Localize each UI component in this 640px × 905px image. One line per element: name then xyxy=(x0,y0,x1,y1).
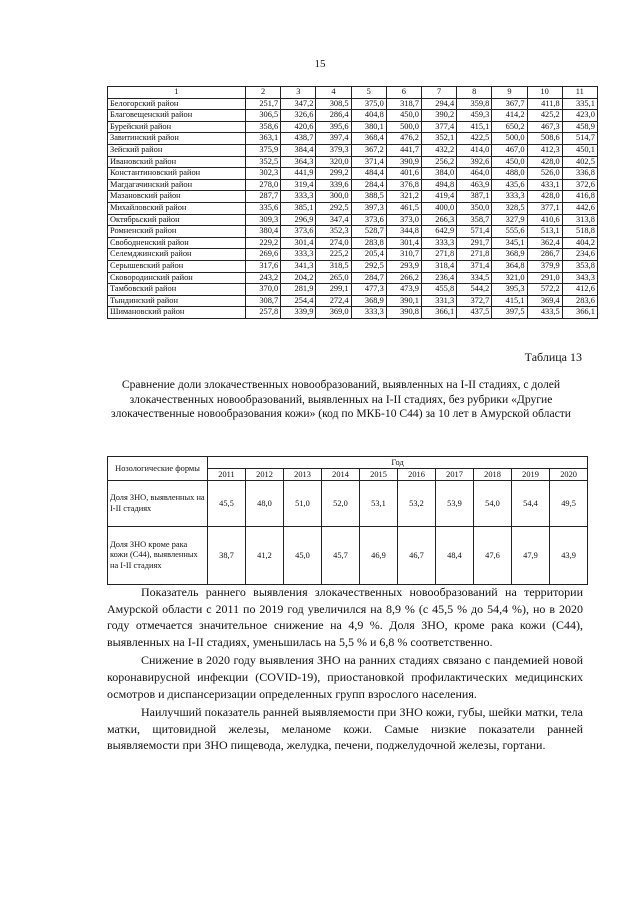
column-header: 8 xyxy=(457,87,492,99)
rate-value: 334,5 xyxy=(457,272,492,284)
rate-value: 350,0 xyxy=(457,202,492,214)
rate-value: 359,8 xyxy=(457,98,492,110)
table-row xyxy=(108,272,598,284)
early-detection-table xyxy=(107,456,588,585)
rate-value: 333,3 xyxy=(421,237,456,249)
rate-value: 494,8 xyxy=(421,179,456,191)
year-header: 2013 xyxy=(284,469,322,481)
table-header-row xyxy=(108,87,598,99)
rate-value: 414,0 xyxy=(457,144,492,156)
district-name: Октябрьский район xyxy=(108,214,246,226)
table-row xyxy=(108,481,588,527)
paragraph: Наилучший показатель ранней выявляемости при ЗНО кожи, губы, шейки матки, тела матки, щитовидной железы, меланоме кожи. Самые низкие показатели ранней выявляемости при ЗНО пищевода, желудка, печени, поджелудочной железы, гортани. xyxy=(107,705,583,753)
rate-value: 377,4 xyxy=(421,121,456,133)
share-value: 46,9 xyxy=(360,527,398,585)
rate-value: 296,9 xyxy=(281,214,316,226)
rate-value: 412,3 xyxy=(527,144,562,156)
paragraph: Показатель раннего выявления злокачественных новообразований на территории Амурской области с 2011 по 2019 год увеличился на 8,9 % (с 45,5 % до 54,4 %), но в 2020 году отмечается значительное снижение на 4,9 %. Доля ЗНО, кроме рака кожи (С44), выявленных на I-II стадиях, уменьшилась на 5,5 % и 6,8 % соответственно. xyxy=(107,585,583,649)
rate-value: 395,3 xyxy=(492,284,527,296)
rate-value: 411,8 xyxy=(527,98,562,110)
rate-value: 390,9 xyxy=(386,156,421,168)
share-value: 45,0 xyxy=(284,527,322,585)
share-value: 54,4 xyxy=(512,481,550,527)
rate-value: 205,4 xyxy=(351,249,386,261)
table-row xyxy=(108,307,598,319)
rate-value: 433,5 xyxy=(527,307,562,319)
year-header: 2015 xyxy=(360,469,398,481)
district-name: Зейский район xyxy=(108,144,246,156)
rate-value: 415,1 xyxy=(492,295,527,307)
rate-value: 432,2 xyxy=(421,144,456,156)
district-name: Михайловский район xyxy=(108,202,246,214)
rate-value: 335,1 xyxy=(562,98,597,110)
year-header: 2012 xyxy=(246,469,284,481)
rate-value: 204,2 xyxy=(281,272,316,284)
column-header: 4 xyxy=(316,87,351,99)
rate-value: 269,6 xyxy=(246,249,281,261)
rate-value: 410,6 xyxy=(527,214,562,226)
rate-value: 402,5 xyxy=(562,156,597,168)
rate-value: 379,3 xyxy=(316,144,351,156)
header-year: Год xyxy=(208,457,588,469)
table-row xyxy=(108,284,598,296)
rate-value: 366,1 xyxy=(562,307,597,319)
year-header: 2016 xyxy=(398,469,436,481)
table-row xyxy=(108,168,598,180)
rate-value: 265,0 xyxy=(316,272,351,284)
rate-value: 368,9 xyxy=(492,249,527,261)
rate-value: 450,0 xyxy=(492,156,527,168)
rate-value: 333,3 xyxy=(492,191,527,203)
rate-value: 419,4 xyxy=(421,191,456,203)
rate-value: 266,2 xyxy=(386,272,421,284)
district-name: Завитинский район xyxy=(108,133,246,145)
table-row xyxy=(108,237,598,249)
rate-value: 320,0 xyxy=(316,156,351,168)
table-row xyxy=(108,249,598,261)
rate-value: 300,0 xyxy=(316,191,351,203)
rate-value: 317,6 xyxy=(246,260,281,272)
rate-value: 461,5 xyxy=(386,202,421,214)
rate-value: 526,0 xyxy=(527,168,562,180)
rate-value: 291,0 xyxy=(527,272,562,284)
share-value: 54,0 xyxy=(474,481,512,527)
district-name: Тындинский район xyxy=(108,295,246,307)
district-name: Бурейский район xyxy=(108,121,246,133)
rate-value: 488,0 xyxy=(492,168,527,180)
rate-value: 371,4 xyxy=(351,156,386,168)
rate-value: 385,1 xyxy=(281,202,316,214)
rate-value: 428,0 xyxy=(527,191,562,203)
rate-value: 463,9 xyxy=(457,179,492,191)
rate-value: 321,2 xyxy=(386,191,421,203)
rate-value: 281,9 xyxy=(281,284,316,296)
rate-value: 291,7 xyxy=(457,237,492,249)
table-row xyxy=(108,144,598,156)
rate-value: 328,5 xyxy=(492,202,527,214)
rate-value: 335,6 xyxy=(246,202,281,214)
rate-value: 373,0 xyxy=(386,214,421,226)
rate-value: 433,1 xyxy=(527,179,562,191)
table-row xyxy=(108,179,598,191)
rate-value: 363,1 xyxy=(246,133,281,145)
rate-value: 333,3 xyxy=(281,249,316,261)
table-row xyxy=(108,133,598,145)
table-row xyxy=(108,121,598,133)
column-header: 9 xyxy=(492,87,527,99)
share-value: 51,0 xyxy=(284,481,322,527)
rate-value: 416,8 xyxy=(562,191,597,203)
rate-value: 401,6 xyxy=(386,168,421,180)
rate-value: 467,3 xyxy=(527,121,562,133)
rate-value: 458,9 xyxy=(562,121,597,133)
rate-value: 380,1 xyxy=(351,121,386,133)
rate-value: 370,0 xyxy=(246,284,281,296)
rate-value: 367,7 xyxy=(492,98,527,110)
share-value: 53,2 xyxy=(398,481,436,527)
rate-value: 371,4 xyxy=(457,260,492,272)
rate-value: 425,2 xyxy=(527,110,562,122)
rate-value: 377,1 xyxy=(527,202,562,214)
rate-value: 321,0 xyxy=(492,272,527,284)
district-name: Селемджинский район xyxy=(108,249,246,261)
share-value: 53,9 xyxy=(436,481,474,527)
paragraph: Снижение в 2020 году выявления ЗНО на ранних стадиях связано с пандемией новой коронавирусной инфекции (COVID-19), приостановкой профилактических медицинских осмотров и диспансеризации определенных групп взрослого населения. xyxy=(107,653,583,701)
share-value: 46,7 xyxy=(398,527,436,585)
rate-value: 287,7 xyxy=(246,191,281,203)
rate-value: 333,3 xyxy=(281,191,316,203)
district-name: Тамбовский район xyxy=(108,284,246,296)
rate-value: 459,3 xyxy=(457,110,492,122)
column-header: 6 xyxy=(386,87,421,99)
row-label: Доля ЗНО, выявленных на I-II стадиях xyxy=(108,481,208,527)
rate-value: 352,3 xyxy=(316,226,351,238)
table-row xyxy=(108,214,598,226)
district-rates-table xyxy=(107,86,598,319)
rate-value: 372,7 xyxy=(457,295,492,307)
rate-value: 243,2 xyxy=(246,272,281,284)
share-value: 49,5 xyxy=(550,481,588,527)
rate-value: 256,2 xyxy=(421,156,456,168)
rate-value: 292,5 xyxy=(351,260,386,272)
table-title: Сравнение доли злокачественных новообразований, выявленных на I-II стадиях, с долей злокачественных новообразований, выявленных на I-II стадиях, без рубрики «Другие злокачественные новообразования кожи» (код по МКБ-10 С44) за 10 лет в Амурской области xyxy=(110,378,572,420)
rate-value: 392,6 xyxy=(457,156,492,168)
rate-value: 347,2 xyxy=(281,98,316,110)
rate-value: 306,5 xyxy=(246,110,281,122)
rate-value: 441,9 xyxy=(281,168,316,180)
rate-value: 438,7 xyxy=(281,133,316,145)
rate-value: 343,3 xyxy=(562,272,597,284)
rate-value: 423,0 xyxy=(562,110,597,122)
table-row xyxy=(108,98,598,110)
rate-value: 372,6 xyxy=(562,179,597,191)
rate-value: 278,0 xyxy=(246,179,281,191)
rate-value: 364,8 xyxy=(492,260,527,272)
year-header: 2019 xyxy=(512,469,550,481)
table-header-row xyxy=(108,457,588,469)
rate-value: 380,4 xyxy=(246,226,281,238)
rate-value: 422,5 xyxy=(457,133,492,145)
rate-value: 364,3 xyxy=(281,156,316,168)
rate-value: 572,2 xyxy=(527,284,562,296)
rate-value: 352,5 xyxy=(246,156,281,168)
rate-value: 441,7 xyxy=(386,144,421,156)
rate-value: 336,8 xyxy=(562,168,597,180)
rate-value: 271,8 xyxy=(457,249,492,261)
rate-value: 283,6 xyxy=(562,295,597,307)
year-header: 2011 xyxy=(208,469,246,481)
table-row xyxy=(108,260,598,272)
rate-value: 345,1 xyxy=(492,237,527,249)
rate-value: 571,4 xyxy=(457,226,492,238)
rate-value: 428,0 xyxy=(527,156,562,168)
rate-value: 455,8 xyxy=(421,284,456,296)
rate-value: 368,4 xyxy=(351,133,386,145)
share-value: 48,4 xyxy=(436,527,474,585)
rate-value: 400,0 xyxy=(421,202,456,214)
rate-value: 500,0 xyxy=(386,121,421,133)
rate-value: 450,0 xyxy=(386,110,421,122)
share-value: 52,0 xyxy=(322,481,360,527)
rate-value: 513,1 xyxy=(527,226,562,238)
rate-value: 331,3 xyxy=(421,295,456,307)
district-name: Сковородинский район xyxy=(108,272,246,284)
column-header: 7 xyxy=(421,87,456,99)
rate-value: 437,5 xyxy=(457,307,492,319)
rate-value: 347,4 xyxy=(316,214,351,226)
rate-value: 518,8 xyxy=(562,226,597,238)
rate-value: 362,4 xyxy=(527,237,562,249)
rate-value: 339,6 xyxy=(316,179,351,191)
table-row xyxy=(108,295,598,307)
rate-value: 318,7 xyxy=(386,98,421,110)
rate-value: 420,6 xyxy=(281,121,316,133)
rate-value: 642,9 xyxy=(421,226,456,238)
rate-value: 484,4 xyxy=(351,168,386,180)
rate-value: 373,6 xyxy=(281,226,316,238)
rate-value: 341,3 xyxy=(281,260,316,272)
share-value: 41,2 xyxy=(246,527,284,585)
rate-value: 477,3 xyxy=(351,284,386,296)
rate-value: 313,8 xyxy=(562,214,597,226)
rate-value: 412,6 xyxy=(562,284,597,296)
table-row xyxy=(108,527,588,585)
share-value: 43,9 xyxy=(550,527,588,585)
district-name: Константиновский район xyxy=(108,168,246,180)
district-name: Белогорский район xyxy=(108,98,246,110)
rate-value: 302,3 xyxy=(246,168,281,180)
rate-value: 442,6 xyxy=(562,202,597,214)
rate-value: 395,6 xyxy=(316,121,351,133)
rate-value: 283,8 xyxy=(351,237,386,249)
rate-value: 367,2 xyxy=(351,144,386,156)
rate-value: 390,1 xyxy=(386,295,421,307)
share-value: 45,5 xyxy=(208,481,246,527)
district-name: Магдагачинский район xyxy=(108,179,246,191)
rate-value: 339,9 xyxy=(281,307,316,319)
table-row xyxy=(108,226,598,238)
rate-value: 544,2 xyxy=(457,284,492,296)
rate-value: 397,4 xyxy=(316,133,351,145)
rate-value: 366,1 xyxy=(421,307,456,319)
rate-value: 508,6 xyxy=(527,133,562,145)
rate-value: 397,5 xyxy=(492,307,527,319)
rate-value: 286,4 xyxy=(316,110,351,122)
district-name: Серышевский район xyxy=(108,260,246,272)
rate-value: 514,7 xyxy=(562,133,597,145)
table-row xyxy=(108,191,598,203)
district-name: Шимановский район xyxy=(108,307,246,319)
rate-value: 369,0 xyxy=(316,307,351,319)
rate-value: 555,6 xyxy=(492,226,527,238)
column-header: 1 xyxy=(108,87,246,99)
rate-value: 390,8 xyxy=(386,307,421,319)
rate-value: 284,7 xyxy=(351,272,386,284)
rate-value: 299,1 xyxy=(316,284,351,296)
rate-value: 310,7 xyxy=(386,249,421,261)
rate-value: 299,2 xyxy=(316,168,351,180)
rate-value: 358,7 xyxy=(457,214,492,226)
rate-value: 435,6 xyxy=(492,179,527,191)
rate-value: 373,6 xyxy=(351,214,386,226)
page-number: 15 xyxy=(314,58,326,70)
rate-value: 327,9 xyxy=(492,214,527,226)
rate-value: 500,0 xyxy=(492,133,527,145)
rate-value: 358,6 xyxy=(246,121,281,133)
rate-value: 293,9 xyxy=(386,260,421,272)
district-name: Ивановский район xyxy=(108,156,246,168)
rate-value: 266,3 xyxy=(421,214,456,226)
column-header: 10 xyxy=(527,87,562,99)
rate-value: 271,8 xyxy=(421,249,456,261)
table-row xyxy=(108,156,598,168)
share-value: 47,6 xyxy=(474,527,512,585)
share-value: 47,9 xyxy=(512,527,550,585)
rate-value: 318,4 xyxy=(421,260,456,272)
year-header: 2017 xyxy=(436,469,474,481)
year-header: 2018 xyxy=(474,469,512,481)
rate-value: 368,9 xyxy=(351,295,386,307)
share-value: 48,0 xyxy=(246,481,284,527)
rate-value: 344,8 xyxy=(386,226,421,238)
rate-value: 318,5 xyxy=(316,260,351,272)
body-text xyxy=(107,584,583,756)
column-header: 2 xyxy=(246,87,281,99)
column-header: 11 xyxy=(562,87,597,99)
rate-value: 236,4 xyxy=(421,272,456,284)
column-header: 3 xyxy=(281,87,316,99)
table-row xyxy=(108,110,598,122)
rate-value: 308,7 xyxy=(246,295,281,307)
column-header: 5 xyxy=(351,87,386,99)
rate-value: 404,8 xyxy=(351,110,386,122)
rate-value: 397,3 xyxy=(351,202,386,214)
rate-value: 376,8 xyxy=(386,179,421,191)
rate-value: 301,4 xyxy=(281,237,316,249)
rate-value: 476,2 xyxy=(386,133,421,145)
rate-value: 301,4 xyxy=(386,237,421,249)
rate-value: 225,2 xyxy=(316,249,351,261)
rate-value: 229,2 xyxy=(246,237,281,249)
rate-value: 415,1 xyxy=(457,121,492,133)
district-name: Свободненский район xyxy=(108,237,246,249)
share-value: 53,1 xyxy=(360,481,398,527)
rate-value: 257,8 xyxy=(246,307,281,319)
rate-value: 384,4 xyxy=(281,144,316,156)
rate-value: 319,4 xyxy=(281,179,316,191)
rate-value: 388,5 xyxy=(351,191,386,203)
rate-value: 450,1 xyxy=(562,144,597,156)
rate-value: 404,2 xyxy=(562,237,597,249)
rate-value: 473,9 xyxy=(386,284,421,296)
rate-value: 650,2 xyxy=(492,121,527,133)
rate-value: 414,2 xyxy=(492,110,527,122)
rate-value: 375,9 xyxy=(246,144,281,156)
rate-value: 528,7 xyxy=(351,226,386,238)
year-header: 2014 xyxy=(322,469,360,481)
rate-value: 294,4 xyxy=(421,98,456,110)
rate-value: 234,6 xyxy=(562,249,597,261)
rate-value: 375,0 xyxy=(351,98,386,110)
rate-value: 272,4 xyxy=(316,295,351,307)
district-name: Мазановский район xyxy=(108,191,246,203)
year-header: 2020 xyxy=(550,469,588,481)
row-label: Доля ЗНО кроме рака кожи (С44), выявленных на I-II стадиях xyxy=(108,527,208,585)
rate-value: 284,4 xyxy=(351,179,386,191)
rate-value: 333,3 xyxy=(351,307,386,319)
rate-value: 309,3 xyxy=(246,214,281,226)
rate-value: 353,8 xyxy=(562,260,597,272)
district-name: Благовещенский район xyxy=(108,110,246,122)
rate-value: 369,4 xyxy=(527,295,562,307)
district-name: Ромненский район xyxy=(108,226,246,238)
rate-value: 326,6 xyxy=(281,110,316,122)
rate-value: 387,1 xyxy=(457,191,492,203)
rate-value: 274,0 xyxy=(316,237,351,249)
rate-value: 251,7 xyxy=(246,98,281,110)
rate-value: 379,9 xyxy=(527,260,562,272)
rate-value: 390,2 xyxy=(421,110,456,122)
rate-value: 308,5 xyxy=(316,98,351,110)
rate-value: 352,1 xyxy=(421,133,456,145)
rate-value: 464,0 xyxy=(457,168,492,180)
table-caption: Таблица 13 xyxy=(524,350,582,364)
header-forms: Нозологические формы xyxy=(108,457,208,481)
rate-value: 254,4 xyxy=(281,295,316,307)
rate-value: 384,0 xyxy=(421,168,456,180)
share-value: 38,7 xyxy=(208,527,246,585)
table-row xyxy=(108,202,598,214)
rate-value: 286,7 xyxy=(527,249,562,261)
rate-value: 292,5 xyxy=(316,202,351,214)
share-value: 45,7 xyxy=(322,527,360,585)
rate-value: 467,0 xyxy=(492,144,527,156)
